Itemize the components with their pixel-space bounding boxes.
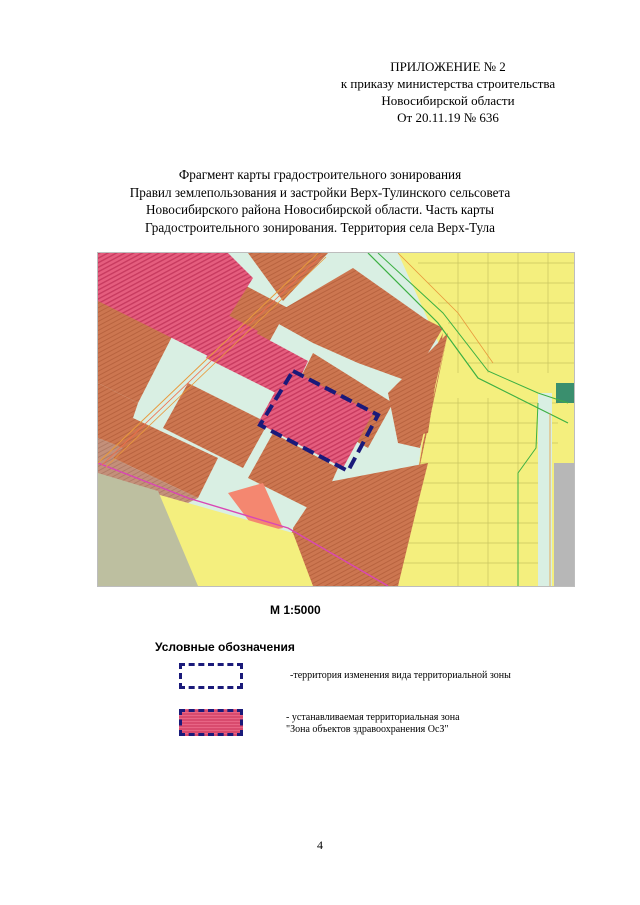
legend-text-healthcare-line-1: - устанавливаемая территориальная зона (286, 712, 460, 723)
legend-title: Условные обозначения (155, 640, 295, 654)
legend-symbol-change-territory (179, 663, 243, 689)
title-line-4: Градостроительного зонирования. Территория села Верх-Тула (145, 219, 495, 235)
appendix-header (298, 58, 598, 126)
order-line-1: к приказу министерства строительства (340, 76, 556, 91)
zoning-map (97, 252, 575, 587)
page-number: 4 (317, 838, 323, 852)
title-line-2: Правил землепользования и застройки Верх-Тулинского сельсовета (129, 184, 511, 200)
zoning-map-graphic (98, 253, 574, 586)
order-date: От 20.11.19 № 636 (397, 110, 499, 125)
legend-text-change-territory: -территория изменения вида территориальной зоны (290, 670, 511, 681)
legend-text-healthcare-line-2: "Зона объектов здравоохранения ОсЗ" (286, 724, 449, 735)
legend-symbol-healthcare-zone (179, 709, 243, 736)
gray-zone (554, 463, 574, 586)
title-line-1: Фрагмент карты градостроительного зонирования (178, 167, 462, 182)
order-line-2: Новосибирской области (381, 93, 515, 108)
appendix-number: ПРИЛОЖЕНИЕ № 2 (390, 59, 506, 74)
legend-text-healthcare-zone (286, 712, 460, 736)
document-title (60, 166, 580, 236)
title-line-3: Новосибирского района Новосибирской области. Часть карты (145, 202, 495, 217)
map-scale: М 1:5000 (270, 603, 321, 617)
